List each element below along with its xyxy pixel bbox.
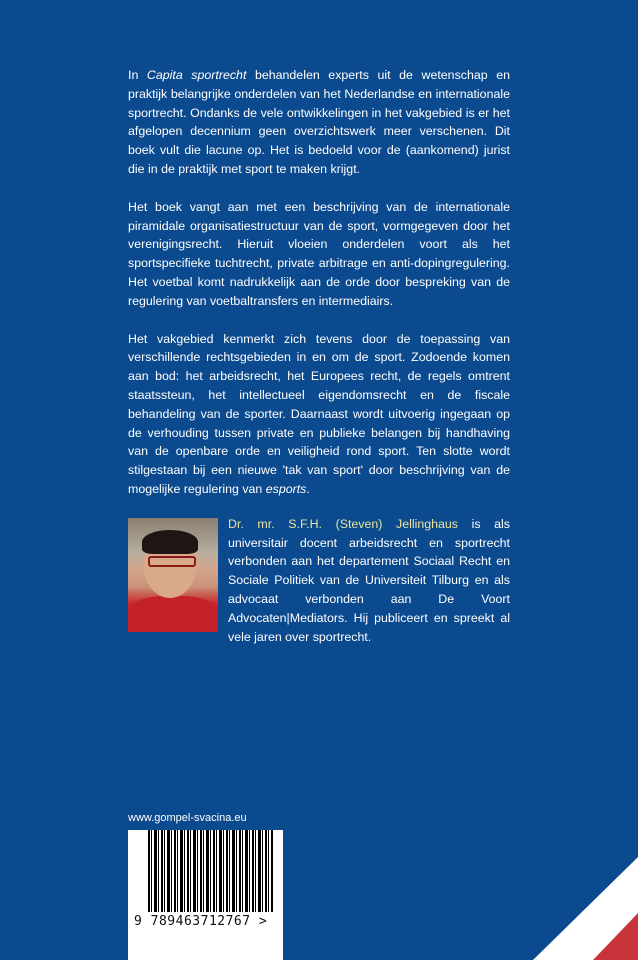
isbn-prefix: 9 — [134, 914, 143, 929]
isbn-arrow: > — [258, 914, 268, 929]
text: . — [306, 481, 310, 496]
text: Het vakgebied kenmerkt zich tevens door de toepassing van verschillende rechtsgebieden in en om de sport. Zodoende komen aan bod: het arbeidsrecht, het Europees recht, de regels omtrent staatssteun, het intellectueel eigendomsrecht en de fiscale behandeling van de sporter. Daarnaast wordt uitvoerig ingegaan op de verhouding tussen private en publieke belangen bij handhaving van de openbare orde en veiligheid rond sport. Ten slotte wordt stilgestaan bij een nieuwe 'tak van sport' door beschrijving van de mogelijke regulering van — [128, 331, 510, 496]
text-italic: esports — [265, 481, 307, 496]
author-name: Dr. mr. S.F.H. (Steven) Jellinghaus — [228, 516, 458, 531]
text: behandelen experts uit de wetenschap en praktijk belangrijke onderdelen van het Nederlandse en internationale sportrecht. Ondanks de vele ontwikkelingen in het vakgebied is er het afgelopen decennium geen overzichtswerk meer verschenen. Dit boek vult die lacune op. Het is bedoeld voor de (aankomend) jurist die in de praktijk met sport te maken krijgt. — [128, 68, 510, 176]
isbn-digits: 789463712767 — [150, 914, 251, 929]
publisher-url: www.gompel-svacina.eu — [128, 812, 247, 824]
book-title: Capita sportrecht — [146, 68, 247, 82]
text: In — [128, 68, 147, 82]
author-description: is als universitair docent arbeidsrecht en sportrecht verbonden aan het departement Sociaal Recht en Sociale Politiek van de Universiteit Tilburg en als advocaat verbonden aan De Voort Advocaten|Mediators. Hij publiceert en spreekt al vele jaren over sportrecht. — [228, 516, 510, 644]
paragraph-structure: Het boek vangt aan met een beschrijving van de internationale piramidale organisatiestructuur van de sport, vormgegeven door het verenigingsrecht. Hieruit vloeien onderdelen voort als het sportspecifieke tuchtrecht, private arbitrage en anti-dopingregulering. Het voetbal komt nadrukkelijk aan de orde door bespreking van de regulering van voetbaltransfers en intermediairs. — [128, 199, 510, 308]
